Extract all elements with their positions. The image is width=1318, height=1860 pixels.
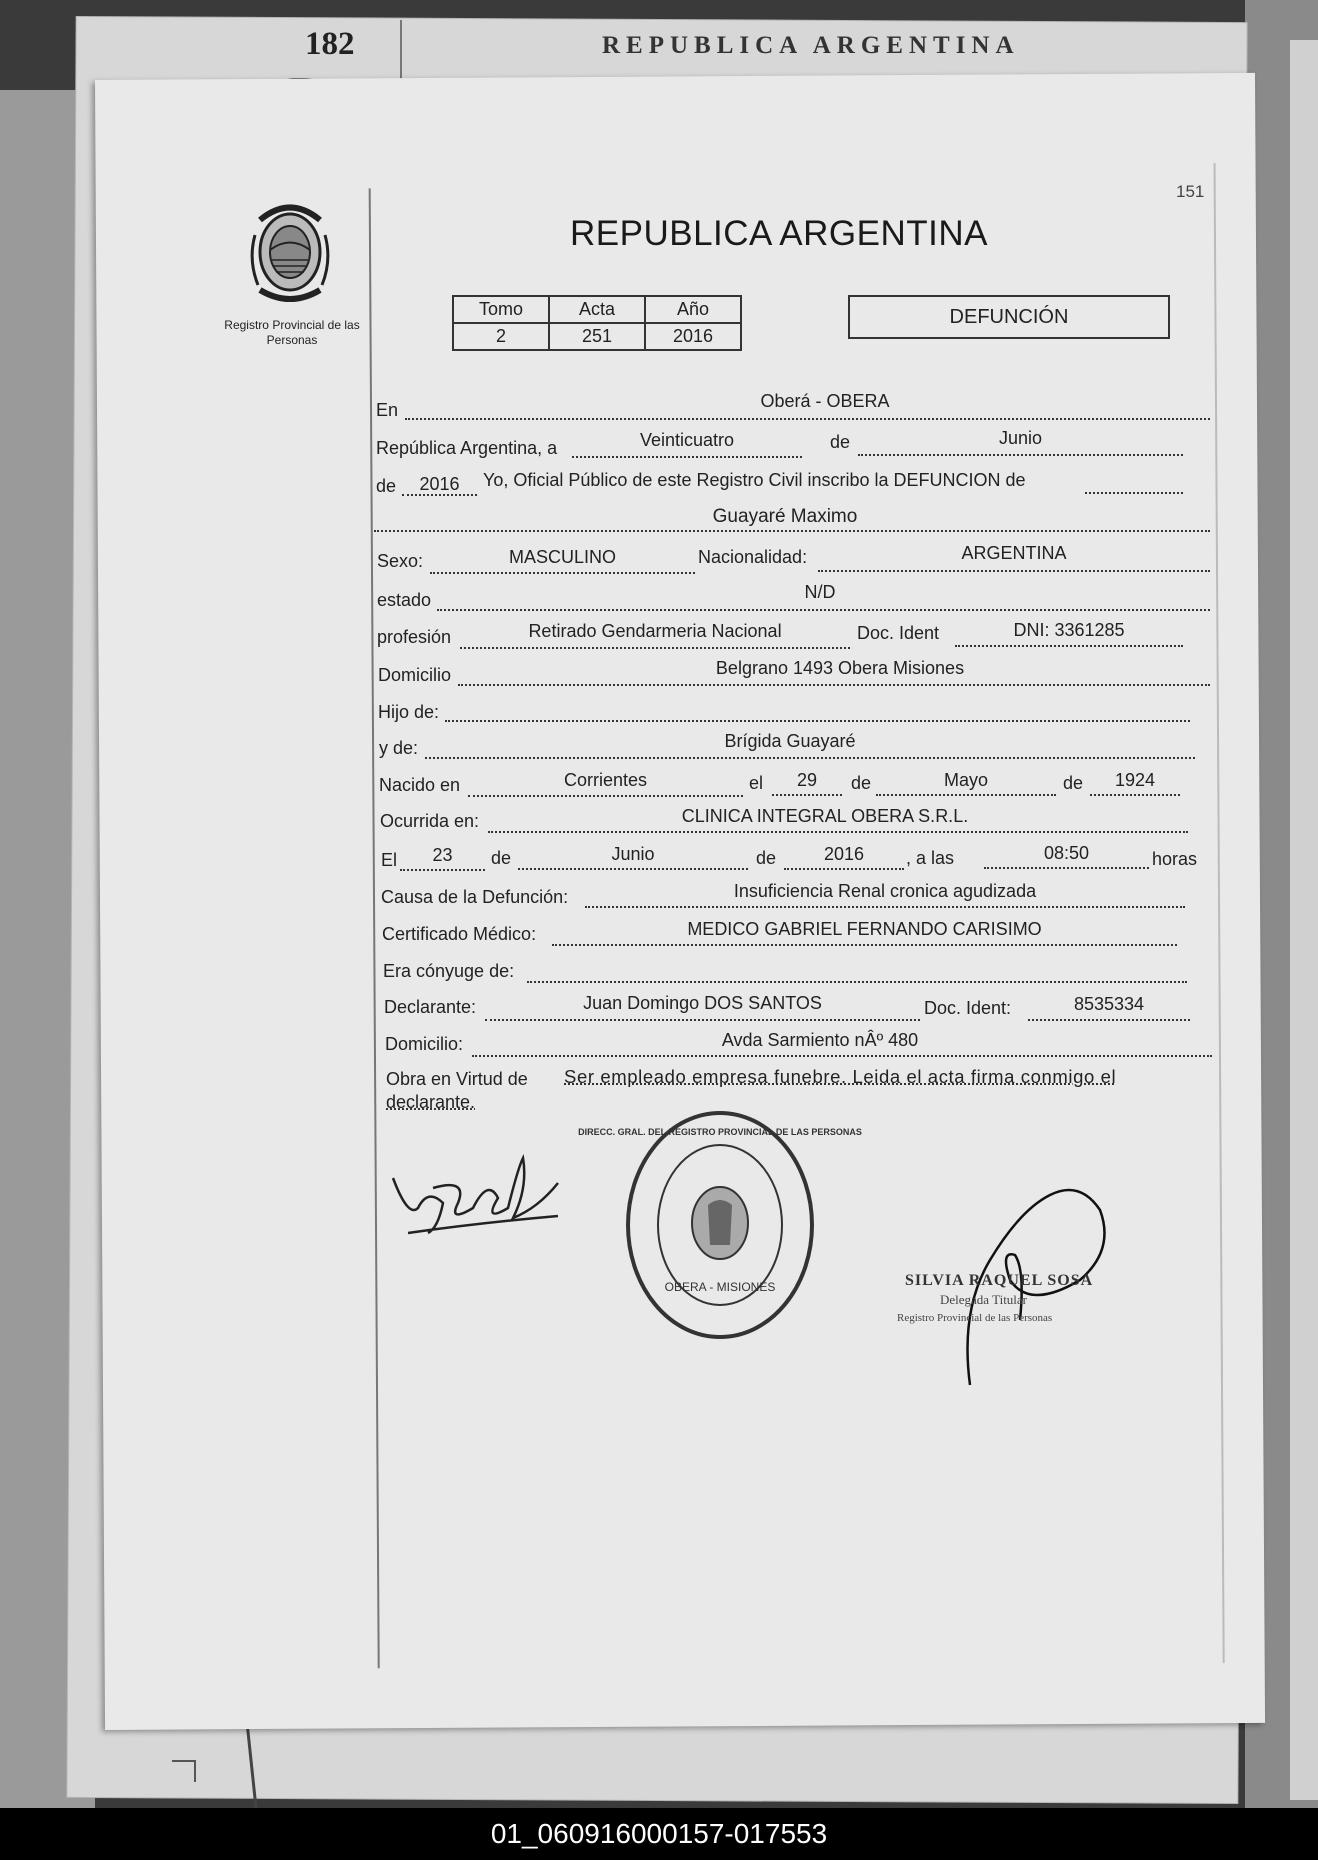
official-org: Registro Provincial de las Personas <box>897 1312 1053 1324</box>
field-line <box>876 794 1056 796</box>
label-domicilio: Domicilio <box>378 665 452 685</box>
label-profesion: profesión <box>377 627 452 647</box>
field-line <box>472 1055 1212 1057</box>
field-line <box>858 454 1183 456</box>
document-title: REPUBLICA ARGENTINA <box>570 214 988 253</box>
field-line <box>430 572 695 574</box>
official-name: SILVIA RAQUEL SOSA <box>905 1272 1094 1289</box>
value-mes: Junio <box>998 428 1043 448</box>
field-line <box>1085 492 1183 494</box>
label-estado: estado <box>377 590 432 610</box>
field-line <box>984 867 1149 869</box>
record-table-header-row <box>453 296 741 323</box>
back-page-corner-mark <box>172 1760 196 1782</box>
record-table <box>452 295 742 351</box>
field-line <box>572 456 802 458</box>
value-sexo: MASCULINO <box>508 547 616 567</box>
field-line <box>1028 1019 1190 1021</box>
value-dia-defuncion: 23 <box>432 845 453 865</box>
record-value-anio: 2016 <box>645 323 741 350</box>
field-line <box>585 906 1185 908</box>
declarant-signature <box>388 1148 563 1248</box>
field-line <box>772 794 842 796</box>
field-line <box>518 868 748 870</box>
value-lugar-defuncion: CLINICA INTEGRAL OBERA S.R.L. <box>681 806 969 826</box>
label-causa: Causa de la Defunción: <box>381 887 569 907</box>
label-horas: horas <box>1152 849 1198 869</box>
value-domicilio-declarante: Avda Sarmiento nÂº 480 <box>721 1030 919 1050</box>
label-obra: Obra en Virtud de <box>386 1069 528 1089</box>
right-edge-page <box>1290 40 1318 1800</box>
value-mes-defuncion: Junio <box>611 844 655 864</box>
value-anio-nacimiento: 1924 <box>1114 770 1156 790</box>
value-doc-declarante: 8535334 <box>1073 994 1145 1014</box>
label-de: de <box>376 476 397 496</box>
value-dia-letras: Veinticuatro <box>639 430 735 450</box>
field-line <box>784 868 904 870</box>
label-de: de <box>491 848 512 868</box>
right-margin-line <box>1214 163 1225 1663</box>
value-hora-defuncion: 08:50 <box>1043 843 1090 863</box>
back-page-number: 182 <box>305 26 355 62</box>
scan-id: 01_060916000157-017553 <box>490 1818 828 1849</box>
record-header-tomo: Tomo <box>453 296 549 323</box>
field-line <box>527 981 1187 983</box>
value-anio: 2016 <box>419 474 460 494</box>
value-mes-nacimiento: Mayo <box>943 770 988 790</box>
record-value-acta: 251 <box>549 323 645 350</box>
value-madre: Brígida Guayaré <box>724 731 856 751</box>
label-nacionalidad: Nacionalidad: <box>698 547 808 567</box>
label-y-de: y de: <box>379 738 419 758</box>
value-obra-line2: declarante. <box>386 1092 476 1112</box>
value-lugar: Oberá - OBERA <box>760 391 890 411</box>
label-declarante: Declarante: <box>384 997 477 1017</box>
field-line <box>445 720 1190 722</box>
value-estado: N/D <box>804 582 836 602</box>
value-certificado: MEDICO GABRIEL FERNANDO CARISIMO <box>687 919 1042 939</box>
field-line <box>955 645 1183 647</box>
official-role: Delegada Titular <box>940 1292 1028 1307</box>
field-line <box>437 609 1210 611</box>
registry-label: Registro Provincial de las Personas <box>224 318 360 347</box>
label-de: de <box>830 432 851 452</box>
value-obra-line1: Ser empleado empresa funebre. Leida el acta firma conmigo el <box>564 1066 1117 1087</box>
label-yo-oficial: Yo, Oficial Público de este Registro Civil inscribo la DEFUNCION de <box>483 470 1026 490</box>
value-profesion: Retirado Gendarmeria Nacional <box>528 621 782 641</box>
value-causa: Insuficiencia Renal cronica agudizada <box>733 881 1037 901</box>
field-line <box>488 831 1188 833</box>
field-line <box>460 647 850 649</box>
value-anio-defuncion: 2016 <box>823 844 865 864</box>
page-number: 151 <box>1176 182 1205 201</box>
registry-stamp <box>578 1105 862 1345</box>
record-value-tomo: 2 <box>453 323 549 350</box>
label-certificado: Certificado Médico: <box>382 924 537 944</box>
label-ocurrida-en: Ocurrida en: <box>380 811 480 831</box>
record-type-box: DEFUNCIÓN <box>848 295 1170 339</box>
stamp-ring-text: DIRECC. GRAL. DEL REGISTRO PROVINCIAL DE LAS PERSONAS <box>578 1127 862 1137</box>
label-doc-ident-declarante: Doc. Ident: <box>924 998 1012 1018</box>
label-el: el <box>749 773 764 793</box>
field-line <box>425 757 1195 759</box>
label-nacido-en: Nacido en <box>379 775 461 795</box>
field-line <box>468 795 743 797</box>
value-declarante: Juan Domingo DOS SANTOS <box>583 993 822 1013</box>
back-page-title: REPUBLICA ARGENTINA <box>602 32 1020 59</box>
field-line <box>458 684 1210 686</box>
label-de: de <box>851 773 872 793</box>
label-de: de <box>1063 773 1084 793</box>
value-nacionalidad: ARGENTINA <box>961 543 1067 563</box>
label-el: El <box>381 850 398 870</box>
value-dia-nacimiento: 29 <box>796 770 818 790</box>
label-domicilio-declarante: Domicilio: <box>385 1034 464 1054</box>
value-documento: DNI: 3361285 <box>1013 620 1125 640</box>
value-lugar-nacimiento: Corrientes <box>563 770 648 790</box>
field-line <box>1090 794 1180 796</box>
label-de: de <box>756 848 777 868</box>
misiones-crest-icon <box>240 190 340 310</box>
label-en: En <box>376 400 399 420</box>
value-domicilio: Belgrano 1493 Obera Misiones <box>715 658 965 678</box>
record-header-acta: Acta <box>549 296 645 323</box>
label-hijo-de: Hijo de: <box>378 702 440 722</box>
label-republica: República Argentina, a <box>376 438 558 458</box>
field-line <box>485 1019 920 1021</box>
label-a-las: , a las <box>906 848 955 868</box>
field-line <box>552 944 1177 946</box>
field-line <box>405 418 1210 420</box>
field-line <box>818 570 1210 572</box>
record-header-anio: Año <box>645 296 741 323</box>
stamp-inner-text: OBERA - MISIONES <box>664 1280 776 1294</box>
label-conyuge: Era cónyuge de: <box>383 961 515 981</box>
label-doc-ident: Doc. Ident <box>857 623 940 643</box>
value-difunto: Guayaré Maximo <box>712 506 858 527</box>
label-sexo: Sexo: <box>377 551 424 571</box>
field-line <box>374 530 1210 532</box>
field-line <box>400 869 485 871</box>
record-table-value-row <box>453 323 741 350</box>
